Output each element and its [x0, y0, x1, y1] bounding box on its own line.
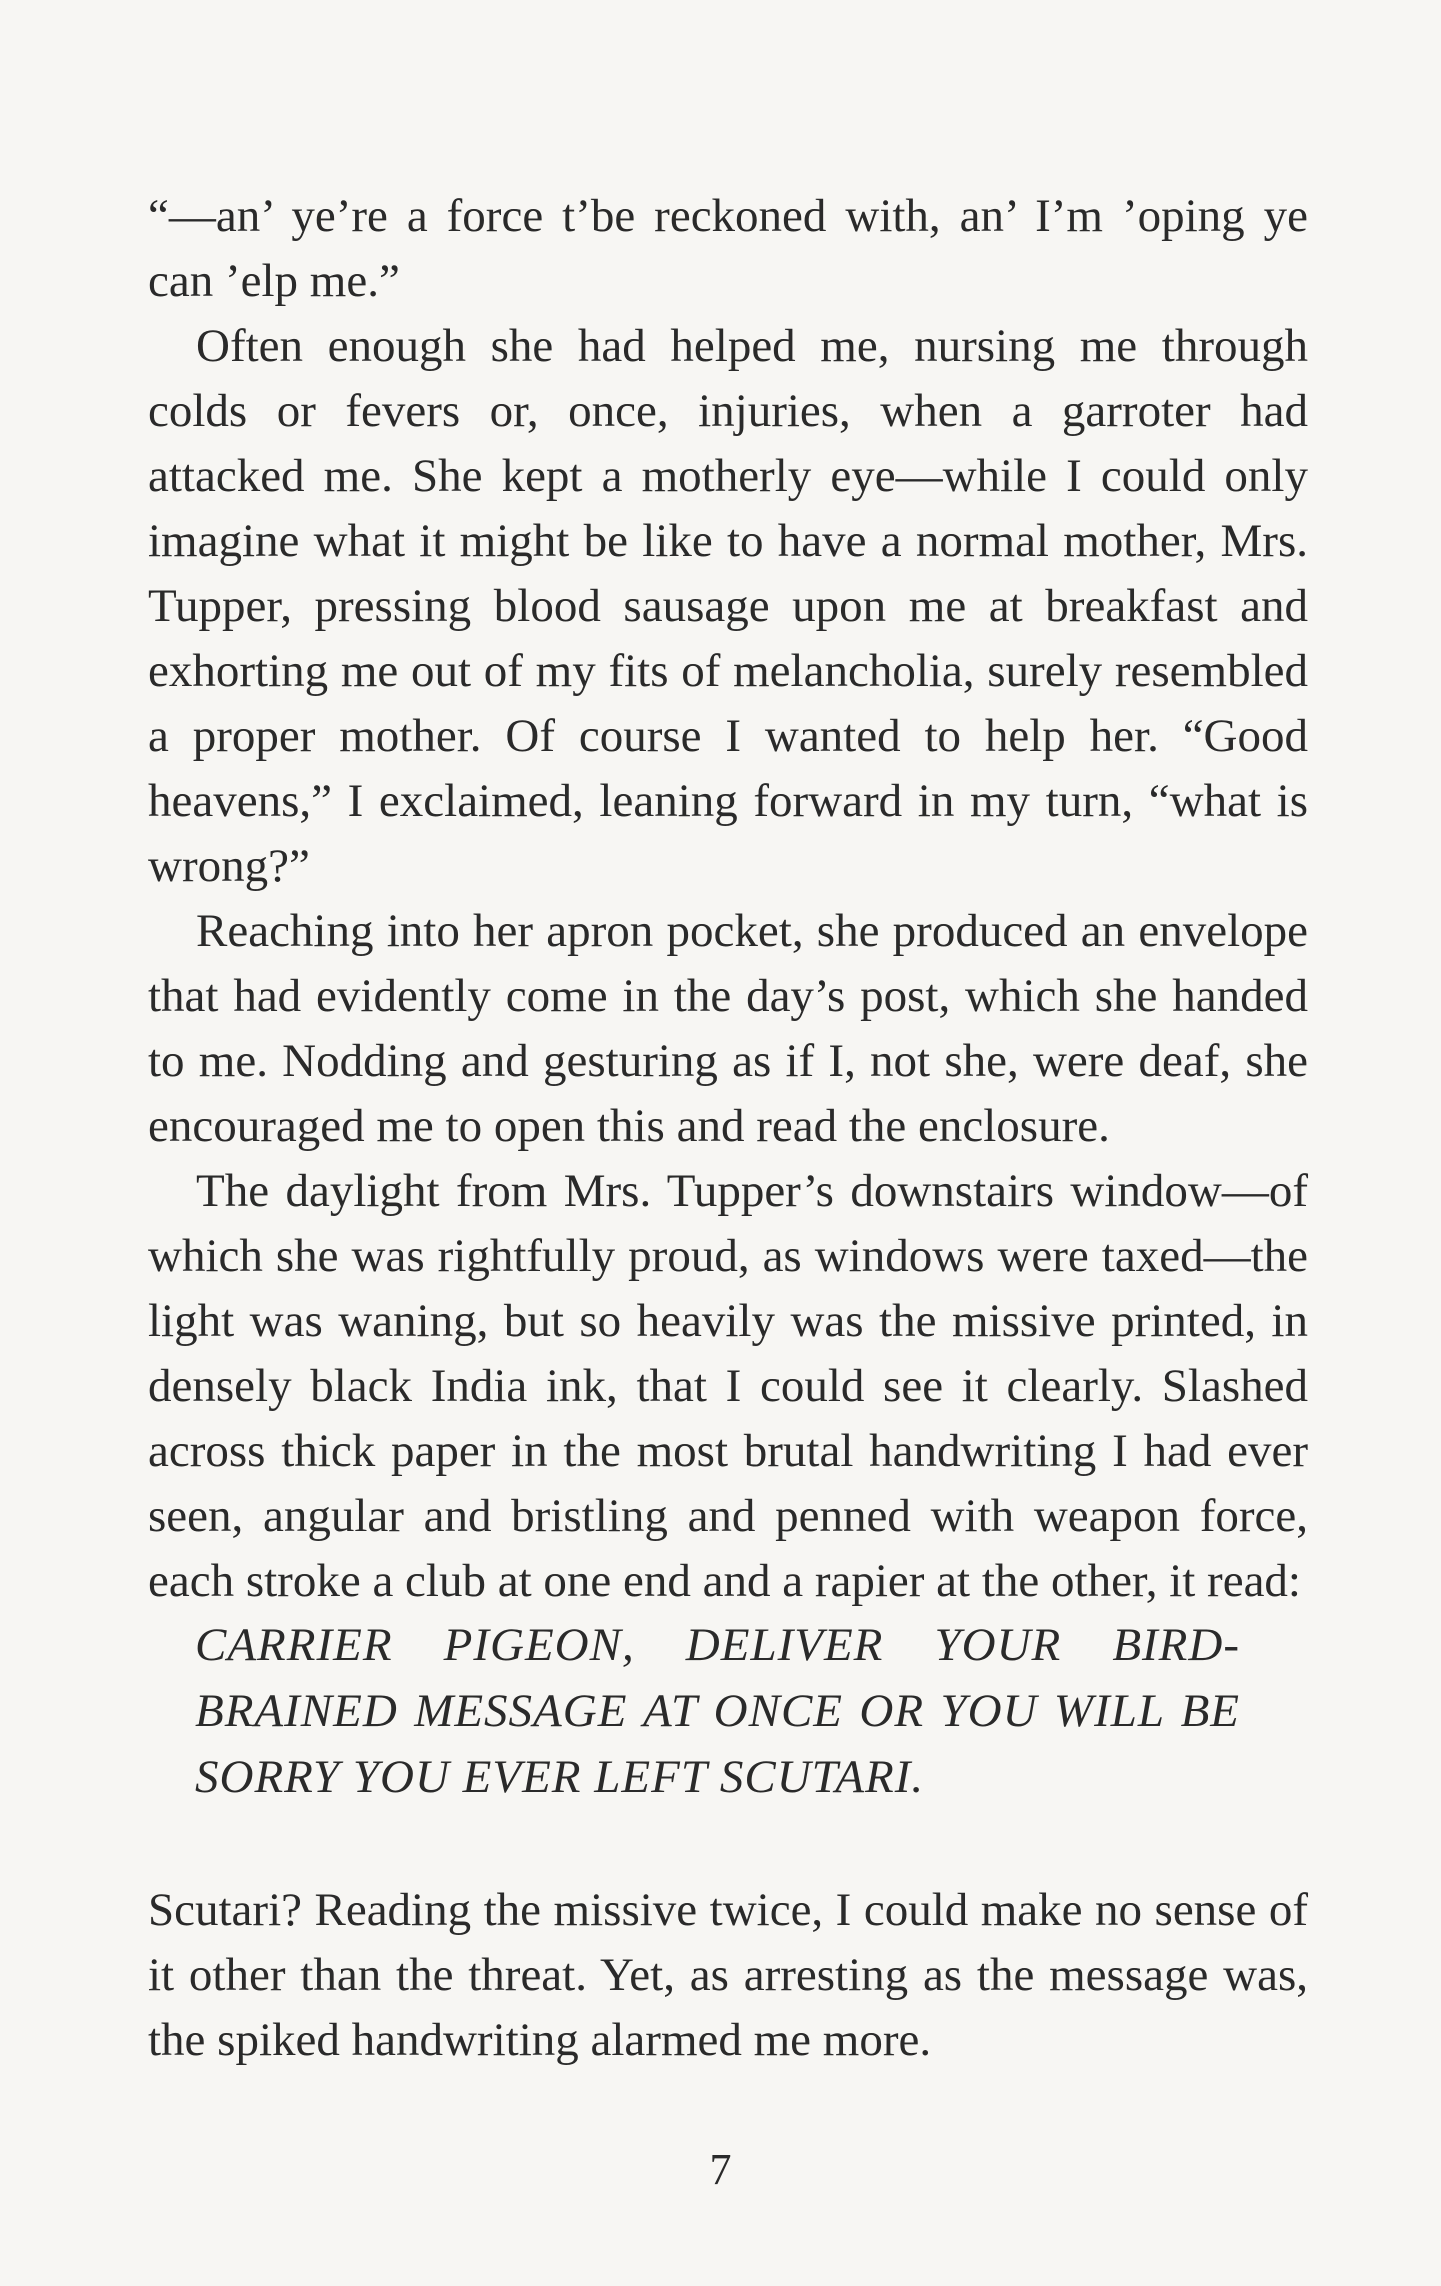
- page-number: 7: [709, 2145, 732, 2194]
- paragraph-3: Reaching into her apron pocket, she produced an envelope that had evidently come in the day’s post, which she handed to me. Nodding and gesturing as if I, not she, were deaf, she encouraged me to open this and read the enclosure.: [148, 905, 1308, 1152]
- main-text: [148, 184, 1308, 1614]
- paragraph-1: “—an’ ye’re a force t’be reckoned with, an’ I’m ’oping ye can ’elp me.”: [148, 190, 1308, 307]
- paragraph-5: Scutari? Reading the missive twice, I could make no sense of it other than the threat. Yet, as arresting as the message was, the spiked handwriting alarmed me more.: [148, 1884, 1308, 2066]
- after-letter-text: [148, 1878, 1308, 2073]
- paragraph-2: Often enough she had helped me, nursing me through colds or fevers or, once, injuries, when a garroter had attacked me. She kept a motherly eye—while I could only imagine what it might be like to have a normal mother, Mrs. Tupper, pressing blood sausage upon me at breakfast and exhorting me out of my fits of melancholia, surely resembled a proper mother. Of course I wanted to help her. “Good heavens,” I exclaimed, leaning forward in my turn, “what is wrong?”: [148, 320, 1308, 892]
- threatening-letter: CARRIER PIGEON, DELIVER YOUR BIRD-BRAINED MESSAGE AT ONCE OR YOU WILL BE SORRY YOU EVER LEFT SCUTARI.: [195, 1619, 1240, 1803]
- paragraph-4: The daylight from Mrs. Tupper’s downstairs window—of which she was rightfully proud, as windows were taxed—the light was waning, but so heavily was the missive printed, in densely black India ink, that I could see it clearly. Slashed across thick paper in the most brutal handwriting I had ever seen, angular and bristling and penned with weapon force, each stroke a club at one end and a rapier at the other, it read:: [148, 1165, 1308, 1607]
